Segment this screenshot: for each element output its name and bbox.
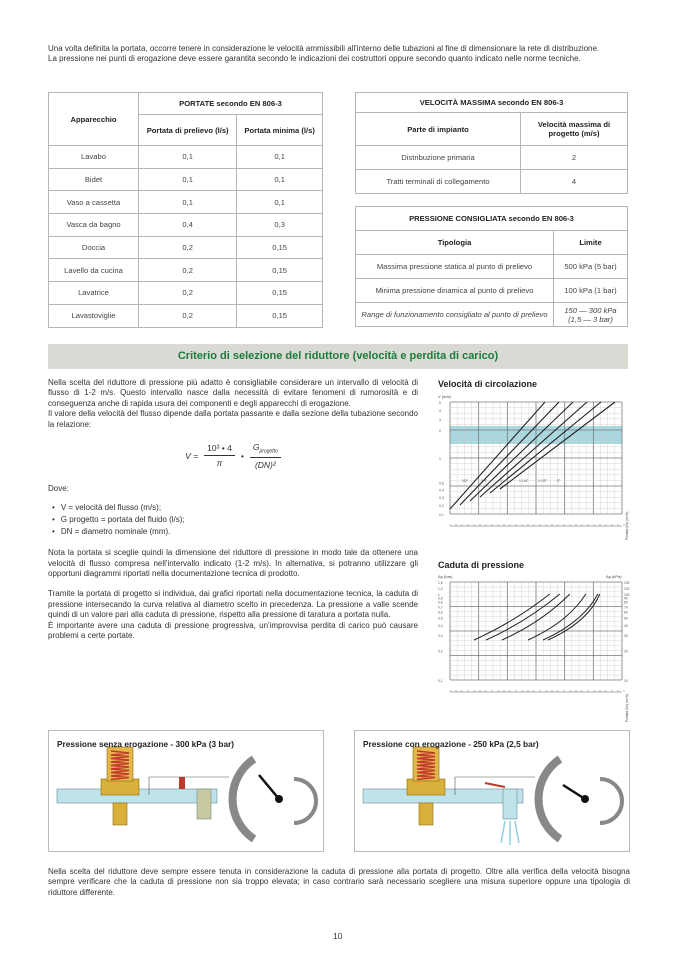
y-tick-label: 0,1 bbox=[439, 513, 444, 517]
table-cell: Distribuzione primaria bbox=[356, 146, 521, 170]
table-cell: 4 bbox=[521, 170, 628, 194]
table-row bbox=[49, 214, 323, 237]
reducer-illustration bbox=[49, 731, 325, 853]
diameter-line bbox=[460, 402, 559, 505]
formula-num1: 10³ • 4 bbox=[204, 443, 235, 456]
table-cell: Lavabo bbox=[49, 146, 139, 169]
col-velocita-massima: Velocità massima di progetto (m/s) bbox=[521, 113, 628, 146]
x-axis-label: Portata (l/s) (m³/h) bbox=[625, 511, 629, 540]
page-number: 10 bbox=[333, 931, 343, 941]
table-cell: 0,2 bbox=[139, 259, 237, 282]
valve-stem bbox=[419, 803, 433, 825]
dove-label: Dove: bbox=[48, 483, 69, 493]
table-cell: 0,2 bbox=[139, 304, 237, 327]
diameter-label: 2" bbox=[557, 479, 561, 483]
y-tick-label: 60 bbox=[624, 610, 628, 615]
table-cell: 2 bbox=[521, 146, 628, 170]
table-cell: Massima pressione statica al punto di prelievo bbox=[356, 255, 554, 279]
table-cell: Lavatrice bbox=[49, 282, 139, 305]
formula-dot: • bbox=[240, 450, 244, 461]
pressure-curve bbox=[474, 594, 550, 640]
table-cell: 0,2 bbox=[139, 236, 237, 259]
y-tick-label: 0,5 bbox=[439, 481, 444, 486]
y-tick-label: 120 bbox=[624, 586, 630, 591]
y-tick-label: 0,6 bbox=[438, 610, 443, 615]
open-tap-handle bbox=[485, 783, 505, 787]
y-tick-label: 0,3 bbox=[438, 633, 443, 638]
valve-stem bbox=[113, 803, 127, 825]
pressione-table bbox=[355, 206, 628, 327]
table-cell: 0,1 bbox=[139, 191, 237, 214]
figure-no-flow-title: Pressione senza erogazione - 300 kPa (3 bar) bbox=[57, 739, 235, 749]
velocita-table bbox=[355, 92, 628, 194]
outlet-elbow bbox=[197, 789, 211, 819]
y-tick-label: 100 bbox=[624, 592, 630, 597]
table-cell: 0,15 bbox=[237, 236, 323, 259]
table-cell: 0,1 bbox=[237, 191, 323, 214]
table-cell: 0,1 bbox=[237, 146, 323, 169]
table-cell: Minima pressione dinamica al punto di prelievo bbox=[356, 279, 554, 303]
velocity-formula bbox=[48, 442, 418, 470]
intro-paragraph-1: Una volta definita la portata, occorre tenere in considerazione le velocità ammissibili all'interno delle tubazioni al fine di dimensionare la rete di distribuzione. bbox=[48, 44, 600, 53]
closed-tap-handle bbox=[179, 777, 185, 789]
x-axis-label: Portata (l/s) (m³/h) bbox=[625, 693, 629, 722]
list-item: • V = velocità del flusso (m/s); bbox=[48, 502, 418, 514]
y-tick-label: 0,1 bbox=[438, 679, 443, 683]
table-cell: 0,4 bbox=[139, 214, 237, 237]
y-tick-label: 0,5 bbox=[438, 616, 443, 621]
table-cell: 0,1 bbox=[139, 146, 237, 169]
y-tick-label: 20 bbox=[624, 649, 628, 654]
formula-g: G bbox=[252, 442, 260, 453]
table-row bbox=[356, 279, 628, 303]
table-cell: 0,3 bbox=[237, 214, 323, 237]
y-tick-label: 4 bbox=[439, 408, 441, 413]
section-header: Criterio di selezione del riduttore (velocità e perdita di carico) bbox=[48, 344, 628, 369]
diameter-label: 1 1/2" bbox=[538, 479, 548, 483]
variable-list bbox=[48, 502, 418, 538]
col-apparecchio: Apparecchio bbox=[49, 93, 139, 146]
formula-den2: (DN)² bbox=[254, 459, 276, 470]
body-paragraph-5: È importante avere una caduta di pressione progressiva, un'improvvisa perdita di carico può causare problemi a certe portate. bbox=[48, 620, 418, 640]
intro-text bbox=[48, 44, 630, 65]
valve-body bbox=[407, 779, 445, 795]
y-tick-label: 3 bbox=[439, 417, 441, 422]
formula-g-sub: progetto bbox=[259, 448, 278, 455]
table-cell: Vaso a cassetta bbox=[49, 191, 139, 214]
diameter-label: 1 1/4" bbox=[519, 479, 529, 483]
table-row bbox=[49, 168, 323, 191]
y-tick-label: 50 bbox=[624, 616, 628, 621]
table-cell: 0,2 bbox=[139, 282, 237, 305]
figure-no-flow bbox=[48, 730, 324, 852]
figure-with-flow bbox=[354, 730, 630, 852]
body-paragraph-2: Il valore della velocità del flusso dipende dalla portata passante e dalla sezione della tubazione secondo la relazione: bbox=[48, 409, 418, 429]
y-tick-label: 1 bbox=[438, 592, 440, 597]
col-portata-minima: Portata minima (l/s) bbox=[237, 115, 323, 146]
table-row bbox=[356, 303, 628, 327]
table-cell: Lavastoviglie bbox=[49, 304, 139, 327]
table-cell: Tratti terminali di collegamento bbox=[356, 170, 521, 194]
valve-body bbox=[101, 779, 139, 795]
table-cell: 0,1 bbox=[139, 168, 237, 191]
table-row bbox=[49, 259, 323, 282]
y-tick-label: 0,7 bbox=[438, 605, 443, 610]
y-axis-label-right: Δp (kPa) bbox=[606, 574, 622, 579]
table-row bbox=[356, 170, 628, 194]
body-paragraph-3: Nota la portata si sceglie quindi la dimensione del riduttore di pressione in modo tale da ottenere una velocità di flusso compresa nell'intervallo indicato (1-2 m/s). In alternativa, si potranno utilizzare gli opportuni diagrammi riportati nella documentazione tecnica di prodotto. bbox=[48, 548, 418, 578]
table-cell: Doccia bbox=[49, 236, 139, 259]
table-cell: 0,1 bbox=[237, 168, 323, 191]
table-cell: 0,15 bbox=[237, 282, 323, 305]
formula-lhs: V = bbox=[185, 450, 199, 461]
pressione-title: PRESSIONE CONSIGLIATA secondo EN 806-3 bbox=[356, 207, 628, 231]
formula-den1: π bbox=[216, 458, 223, 469]
table-cell: Range di funzionamento consigliato al punto di prelievo bbox=[356, 303, 554, 327]
table-cell: Lavello da cucina bbox=[49, 259, 139, 282]
col-limite: Limite bbox=[554, 231, 628, 255]
y-tick-label: 30 bbox=[624, 633, 628, 638]
table-row bbox=[49, 282, 323, 305]
outlet-elbow bbox=[503, 789, 517, 819]
y-tick-label: 1,5 bbox=[438, 581, 443, 585]
chart1-title: Velocità di circolazione bbox=[438, 379, 538, 389]
intro-paragraph-2: La pressione nei punti di erogazione deve essere garantita secondo le indicazioni dei costruttori oppure secondo quanto indicato nelle norme tecniche. bbox=[48, 54, 581, 64]
portate-table bbox=[48, 92, 323, 328]
table-row bbox=[49, 304, 323, 327]
body-text bbox=[48, 378, 418, 641]
diameter-label: 1/2" bbox=[462, 479, 469, 483]
body-paragraph-1: Nella scelta del riduttore di pressione più adatto è consigliabile considerare un intervallo di velocità di flusso di 1-2 m/s. Questo intervallo nasce dalla necessità di evitare fenomeni di rumorosità e di conseguenza anche di rapida usura dei componenti e degli apparecchi di erogazione. bbox=[48, 378, 418, 408]
chart2-title: Caduta di pressione bbox=[438, 560, 525, 570]
table-cell: Vasca da bagno bbox=[49, 214, 139, 237]
portate-title: PORTATE secondo EN 806-3 bbox=[139, 93, 323, 115]
gauge-pivot bbox=[581, 795, 589, 803]
footer-paragraph: Nella scelta del riduttore deve sempre essere tenuta in considerazione la caduta di pressione alla portata di progetto. Oltre alla verifica della velocità bisogna sempre verificare che la caduta di pressione non sia troppo elevata; in caso contrario sarà necessario scegliere una misura superiore oppure una tipologia di riduttore differente. bbox=[48, 867, 630, 897]
diameter-label: 1" bbox=[500, 479, 504, 483]
water-spray bbox=[501, 821, 519, 845]
y-tick-label: 90 bbox=[624, 596, 628, 601]
y-tick-label: 40 bbox=[624, 624, 628, 629]
col-tipologia: Tipologia bbox=[356, 231, 554, 255]
y-tick-label: 2 bbox=[439, 429, 441, 433]
y-tick-label: 0,4 bbox=[438, 624, 443, 629]
col-parte-impianto: Parte di impianto bbox=[356, 113, 521, 146]
y-tick-label: 70 bbox=[624, 605, 628, 610]
y-tick-label: 1 bbox=[439, 457, 441, 461]
figure-with-flow-title: Pressione con erogazione - 250 kPa (2,5 bar) bbox=[363, 739, 539, 749]
y-tick-label: 0,3 bbox=[439, 496, 444, 501]
table-cell: 150 — 300 kPa (1,5 — 3 bar) bbox=[554, 303, 628, 327]
y-tick-label: 150 bbox=[624, 581, 630, 585]
reducer-illustration bbox=[355, 731, 631, 853]
body-paragraph-4: Tramite la portata di progetto si individua, dai grafici riportati nella documentazione tecnica, la caduta di pressione intersecando la curva relativa al diametro scelto in precedenza. La pressione a valle scende quindi di un valore pari alla caduta di pressione, rispetto alla pressione di taratura a portata nulla. bbox=[48, 589, 418, 620]
velocita-title: VELOCITÀ MASSIMA secondo EN 806-3 bbox=[356, 93, 628, 113]
y-tick-label: 1,2 bbox=[438, 586, 443, 591]
table-cell: 0,15 bbox=[237, 304, 323, 327]
y-tick-label: 0,9 bbox=[438, 596, 443, 601]
pressure-drop-chart bbox=[436, 572, 636, 724]
gauge-pivot bbox=[275, 795, 283, 803]
table-cell: 500 kPa (5 bar) bbox=[554, 255, 628, 279]
y-axis-label-left: Δp (bar) bbox=[438, 574, 453, 579]
table-row bbox=[49, 191, 323, 214]
velocity-chart bbox=[436, 392, 636, 542]
table-cell: Bidet bbox=[49, 168, 139, 191]
y-tick-label: 0,4 bbox=[439, 488, 444, 493]
table-cell: 100 kPa (1 bar) bbox=[554, 279, 628, 303]
table-cell: 0,15 bbox=[237, 259, 323, 282]
table-row bbox=[356, 255, 628, 279]
list-item: • G progetto = portata del fluido (l/s); bbox=[48, 514, 418, 526]
table-row bbox=[356, 146, 628, 170]
diameter-line bbox=[480, 402, 587, 497]
col-portata-prelievo: Portata di prelievo (l/s) bbox=[139, 115, 237, 146]
table-row bbox=[49, 236, 323, 259]
y-tick-label: 10 bbox=[624, 679, 628, 683]
table-row bbox=[49, 146, 323, 169]
diameter-label: 3/4" bbox=[481, 479, 488, 483]
y-tick-label: 0,2 bbox=[439, 504, 444, 509]
y-axis-label: V (m/s) bbox=[438, 394, 451, 399]
y-tick-label: 80 bbox=[624, 600, 628, 605]
y-tick-label: 5 bbox=[439, 401, 441, 405]
y-tick-label: 0,8 bbox=[438, 600, 443, 605]
list-item: • DN = diametro nominale (mm). bbox=[48, 526, 418, 538]
y-tick-label: 0,2 bbox=[438, 649, 443, 654]
pressure-curve bbox=[486, 594, 560, 640]
